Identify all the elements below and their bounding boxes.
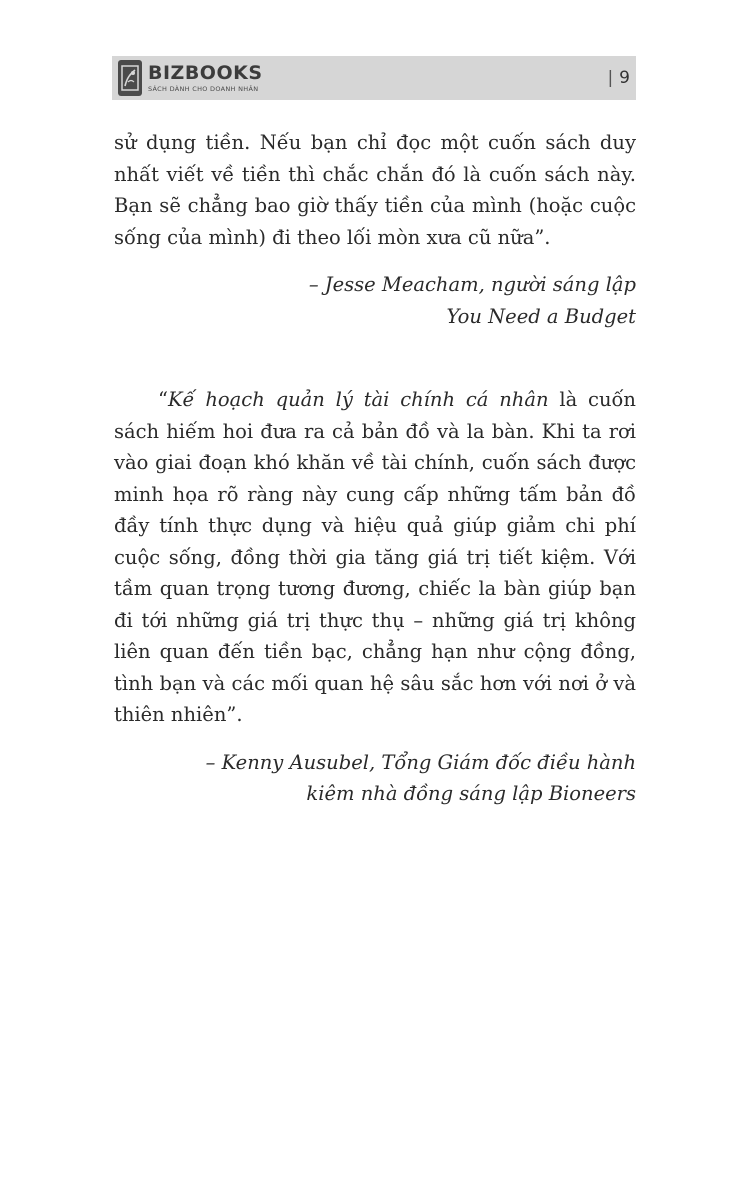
book-title: Kế hoạch quản lý tài chính cá nhân [167, 388, 549, 411]
quote-body: là cuốn sách hiếm hoi đưa ra cả bản đồ và la bàn. Khi ta rơi vào giai đoạn khó khăn về tài chính, cuốn sách được minh họa rõ ràng này cung cấp những tấm bản đồ đầy tính thực dụng và hiệu quả giúp giảm chi phí cuộc sống, đồng thời gia tăng giá trị tiết kiệm. Với tầm quan trọng tương đương, chiếc la bàn giúp bạn đi tới những giá trị thực thụ – những giá trị không liên quan đến tiền bạc, chẳng hạn như cộng đồng, tình bạn và các mối quan hệ sâu sắc hơn với nơi ở và thiên nhiên”. [114, 388, 636, 726]
open-quote: “ [158, 388, 168, 411]
attribution-line: kiêm nhà đồng sáng lập Bioneers [306, 782, 636, 805]
page-number [607, 68, 630, 88]
attribution-line: You Need a Budget [446, 304, 636, 328]
quote-text [114, 384, 636, 731]
brand-tagline: SÁCH DÀNH CHO DOANH NHÂN [148, 84, 259, 93]
quote-text: sử dụng tiền. Nếu bạn chỉ đọc một cuốn sách duy nhất viết về tiền thì chắc chắn đó là cuốn sách này. Bạn sẽ chẳng bao giờ thấy tiền của mình (hoặc cuộc sống của mình) đi theo lối mòn xưa cũ nữa”. [114, 131, 636, 249]
quote-block-1 [114, 127, 636, 332]
brand-name: BIZBOOKS [148, 61, 263, 84]
quote-block-2 [114, 384, 636, 810]
bizbooks-logo [118, 60, 263, 96]
page-number-value: 9 [619, 68, 630, 88]
attribution-line: – Kenny Ausubel, Tổng Giám đốc điều hành [205, 750, 636, 774]
page-separator: | [607, 68, 614, 88]
attribution-line: – Jesse Meacham, người sáng lập [308, 273, 636, 296]
bizbooks-logo-icon [118, 60, 142, 96]
